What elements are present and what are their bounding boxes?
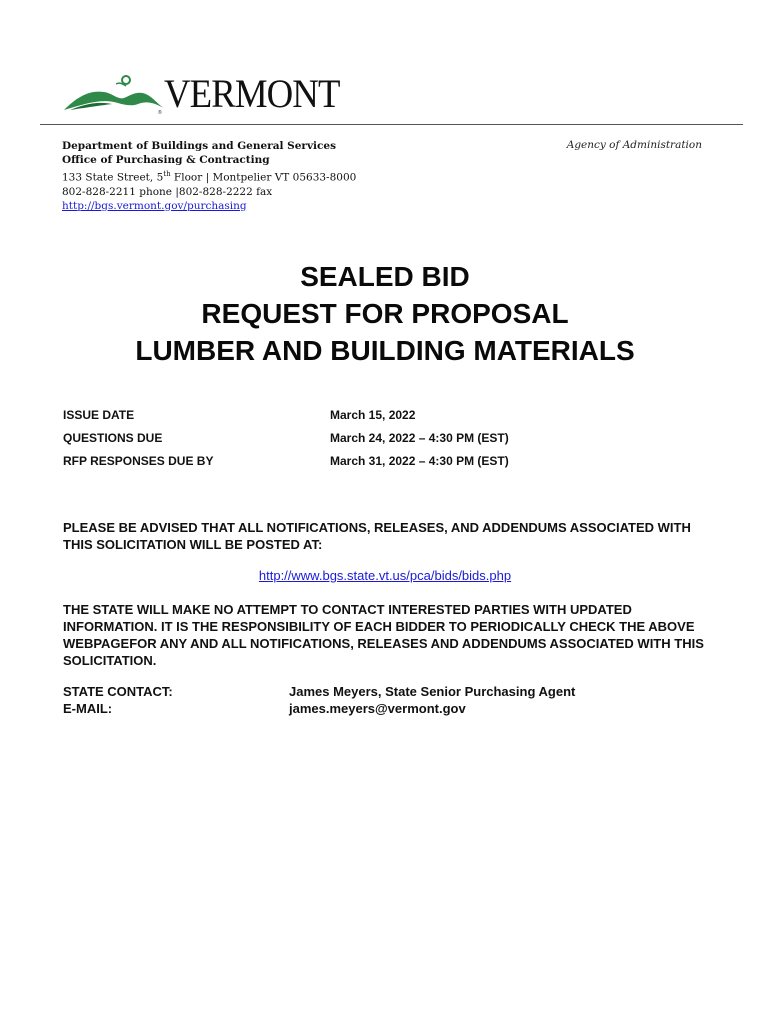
advised-notice: PLEASE BE ADVISED THAT ALL NOTIFICATIONS, RELEASES, AND ADDENDUMS ASSOCIATED WITH THIS SOLICITATION WILL BE POSTED AT:: [63, 520, 691, 552]
department-info: [62, 139, 356, 213]
state-responsibility-notice: THE STATE WILL MAKE NO ATTEMPT TO CONTACT INTERESTED PARTIES WITH UPDATED INFORMATION. IT IS THE RESPONSIBILITY OF EACH BIDDER TO PERIODICALLY CHECK THE ABOVE WEBPAGEFOR ANY AND ALL NOTIFICATIONS, RELEASES AND ADDENDUMS ASSOCIATED WITH THIS SOLICITATION.: [63, 602, 704, 668]
contact-row-name: [63, 684, 663, 701]
office-name: Office of Purchasing & Contracting: [62, 154, 270, 166]
contact-block: [63, 684, 663, 718]
contact-label: STATE CONTACT:: [63, 684, 173, 699]
contact-row-email: [63, 701, 663, 718]
date-row-issue: [63, 408, 663, 431]
date-value: March 24, 2022 – 4:30 PM (EST): [330, 431, 509, 445]
document-title: [0, 258, 770, 369]
phone-fax: 802-828-2211 phone |802-828-2222 fax: [62, 185, 273, 198]
contact-email[interactable]: james.meyers@vermont.gov: [289, 701, 466, 716]
date-label: QUESTIONS DUE: [63, 431, 163, 445]
title-line-1: SEALED BID: [300, 261, 470, 292]
date-value: March 15, 2022: [330, 408, 416, 422]
contact-name: James Meyers, State Senior Purchasing Agent: [289, 684, 576, 699]
logo-wordmark: VERMONT: [164, 71, 340, 116]
mountain-logo-icon: [60, 70, 170, 118]
bids-page-link[interactable]: http://www.bgs.state.vt.us/pca/bids/bids.php: [258, 568, 512, 583]
key-dates: [63, 408, 663, 477]
date-row-responses: [63, 454, 663, 477]
email-label: E-MAIL:: [63, 701, 113, 716]
agency-name: Agency of Administration: [566, 139, 702, 151]
svg-text:®: ®: [158, 110, 162, 116]
department-name: Department of Buildings and General Services: [62, 140, 337, 152]
title-line-3: LUMBER AND BUILDING MATERIALS: [135, 335, 635, 366]
date-label: RFP RESPONSES DUE BY: [63, 454, 214, 468]
address-line: 133 State Street, 5th Floor | Montpelier VT 05633-8000: [62, 170, 357, 184]
date-label: ISSUE DATE: [63, 408, 135, 422]
purchasing-website-link[interactable]: http://bgs.vermont.gov/purchasing: [62, 199, 247, 212]
vermont-logo: [60, 70, 350, 118]
date-row-questions: [63, 431, 663, 454]
header-divider: [40, 124, 743, 125]
title-line-2: REQUEST FOR PROPOSAL: [201, 298, 569, 329]
date-value: March 31, 2022 – 4:30 PM (EST): [330, 454, 509, 468]
